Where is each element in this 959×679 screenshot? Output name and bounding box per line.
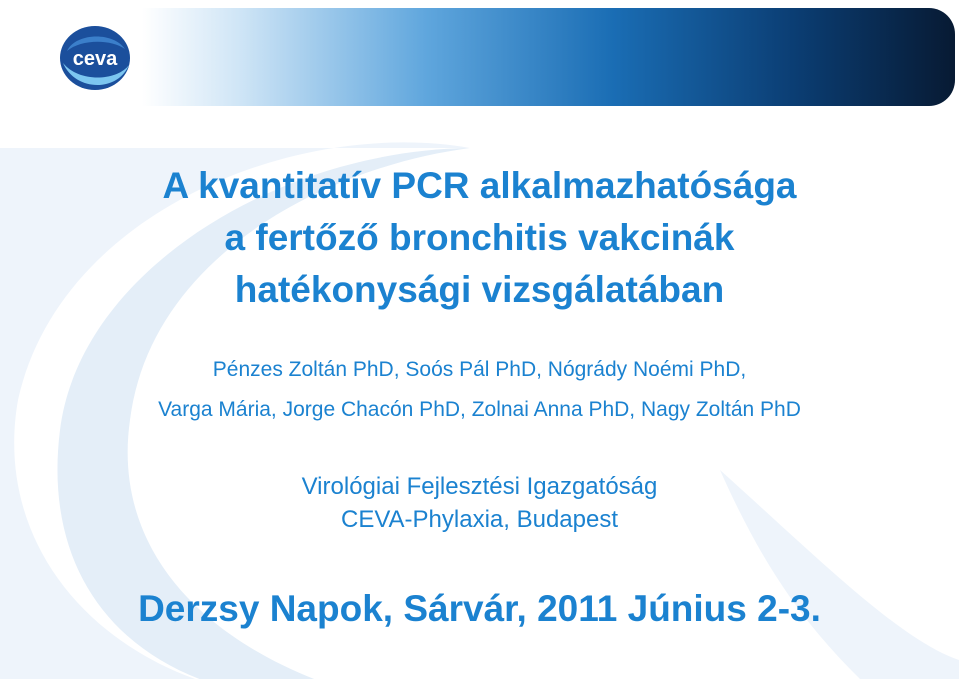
affiliation-line-1: Virológiai Fejlesztési Igazgatóság bbox=[301, 473, 658, 500]
authors-line-2: Varga Mária, Jorge Chacón PhD, Zolnai Anna PhD, Nagy Zoltán PhD bbox=[158, 398, 801, 421]
event-line: Derzsy Napok, Sárvár, 2011 Június 2-3. bbox=[138, 588, 821, 629]
ceva-logo bbox=[55, 21, 135, 95]
affiliation-line-2: CEVA-Phylaxia, Budapest bbox=[340, 506, 619, 533]
title-line-2: a fertőző bronchitis vakcinák bbox=[224, 217, 735, 258]
title-line-1: A kvantitatív PCR alkalmazhatósága bbox=[162, 165, 797, 206]
title-line-3: hatékonysági vizsgálatában bbox=[234, 269, 725, 310]
logo-text: ceva bbox=[72, 48, 118, 70]
authors-block bbox=[0, 350, 959, 430]
header-gradient-bar bbox=[142, 8, 955, 106]
affiliation-block bbox=[0, 470, 959, 536]
authors-line-1: Pénzes Zoltán PhD, Soós Pál PhD, Nógrády Noémi PhD, bbox=[212, 358, 747, 381]
slide-title bbox=[0, 160, 959, 316]
